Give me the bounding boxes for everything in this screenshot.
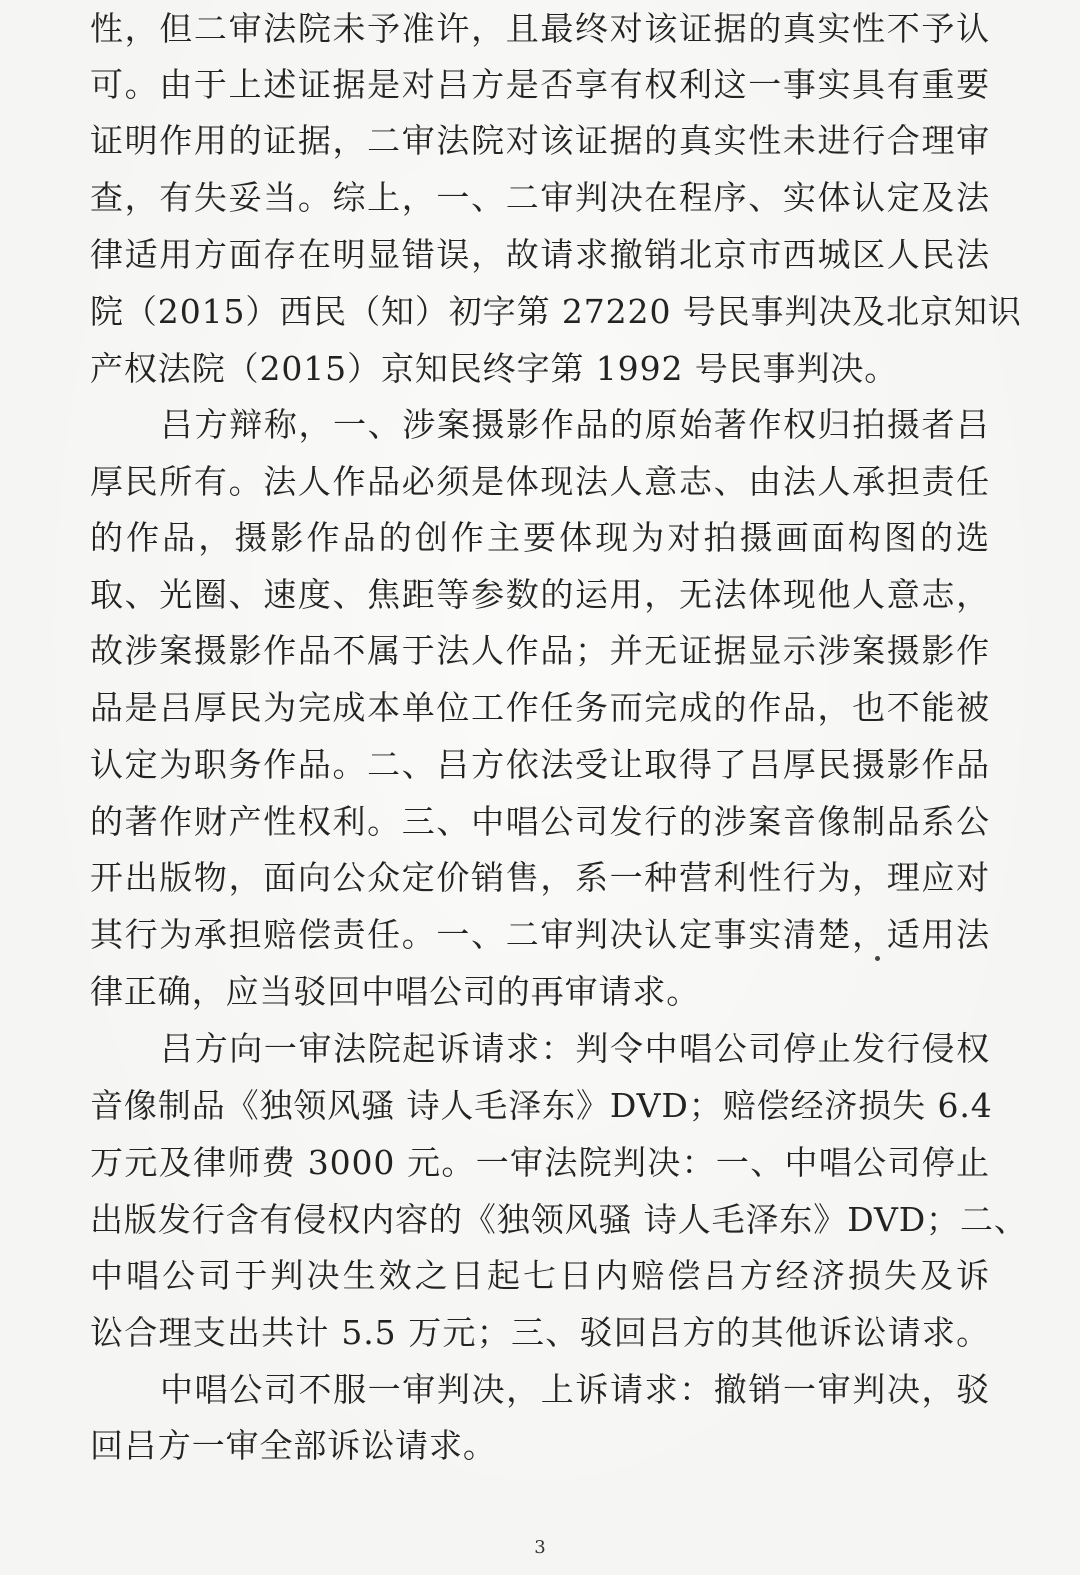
scan-speck [875, 956, 880, 961]
text-line-21: 万元及律师费 3000 元。一审法院判决：一、中唱公司停止 [90, 1143, 990, 1182]
text-line-9: 厚民所有。法人作品必须是体现法人意志、由法人承担责任 [90, 462, 990, 501]
text-line-4: 查，有失妥当。综上，一、二审判决在程序、实体认定及法 [90, 178, 990, 217]
text-line-14: 认定为职务作品。二、吕方依法受让取得了吕厚民摄影作品 [90, 745, 990, 784]
text-line-2: 可。由于上述证据是对吕方是否享有权利这一事实具有重要 [90, 65, 990, 104]
text-line-16: 开出版物，面向公众定价销售，系一种营利性行为，理应对 [90, 858, 990, 897]
text-line-6: 院（2015）西民（知）初字第 27220 号民事判决及北京知识 [90, 292, 1022, 331]
paragraph-2-line-1: 吕方辩称，一、涉案摄影作品的原始著作权归拍摄者吕 [160, 405, 990, 444]
text-line-22: 出版发行含有侵权内容的《独领风骚 诗人毛泽东》DVD；二、 [90, 1200, 1028, 1239]
text-line-18: 律正确，应当驳回中唱公司的再审请求。 [90, 972, 701, 1011]
text-line-20: 音像制品《独领风骚 诗人毛泽东》DVD；赔偿经济损失 6.4 [90, 1086, 993, 1125]
text-line-24: 讼合理支出共计 5.5 万元；三、驳回吕方的其他诉讼请求。 [90, 1313, 990, 1352]
text-line-17: 其行为承担赔偿责任。一、二审判决认定事实清楚，适用法 [90, 915, 990, 954]
text-line-10: 的作品，摄影作品的创作主要体现为对拍摄画面构图的选 [90, 518, 990, 557]
text-line-13: 品是吕厚民为完成本单位工作任务而完成的作品，也不能被 [90, 688, 990, 727]
text-line-15: 的著作财产性权利。三、中唱公司发行的涉案音像制品系公 [90, 802, 990, 841]
text-line-5: 律适用方面存在明显错误，故请求撤销北京市西城区人民法 [90, 235, 990, 274]
text-line-26: 回吕方一审全部诉讼请求。 [90, 1426, 497, 1465]
text-line-7: 产权法院（2015）京知民终字第 1992 号民事判决。 [90, 349, 899, 388]
text-line-23: 中唱公司于判决生效之日起七日内赔偿吕方经济损失及诉 [90, 1256, 990, 1295]
text-line-3: 证明作用的证据，二审法院对该证据的真实性未进行合理审 [90, 121, 990, 160]
text-line-12: 故涉案摄影作品不属于法人作品；并无证据显示涉案摄影作 [90, 631, 990, 670]
page-number: 3 [534, 1537, 546, 1558]
text-line-1: 性，但二审法院未予准许，且最终对该证据的真实性不予认 [90, 9, 990, 48]
paragraph-4-line-1: 中唱公司不服一审判决，上诉请求：撤销一审判决，驳 [160, 1370, 990, 1409]
paragraph-3-line-1: 吕方向一审法院起诉请求：判令中唱公司停止发行侵权 [160, 1029, 990, 1068]
text-line-11: 取、光圈、速度、焦距等参数的运用，无法体现他人意志， [90, 575, 990, 614]
